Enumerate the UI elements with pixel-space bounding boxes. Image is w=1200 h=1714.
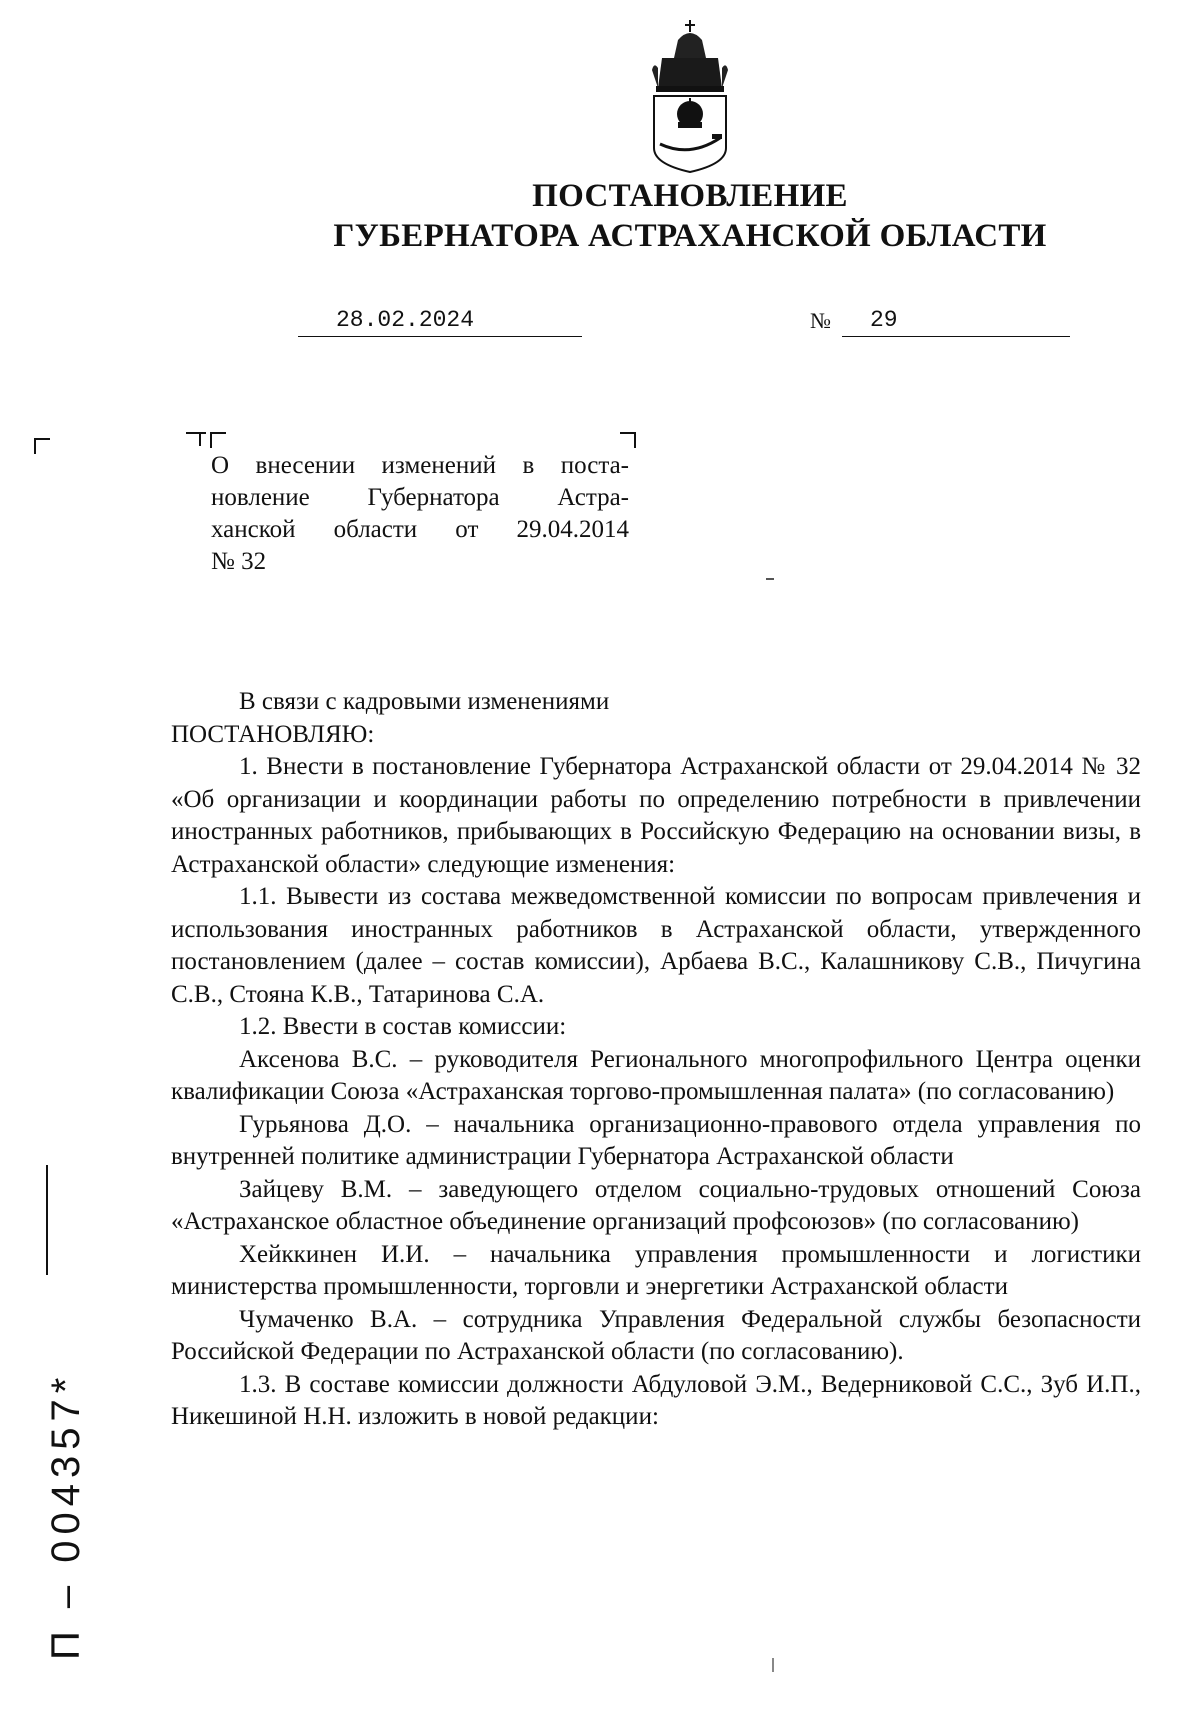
astrakhan-coat-of-arms-icon: [648, 18, 732, 174]
subject-line: новление Губернатора Астра-: [211, 484, 629, 511]
document-type-title: ПОСТАНОВЛЕНИЕ: [532, 178, 848, 214]
clause-1: 1. Внести в постановление Губернатора Астраханской области от 29.04.2014 № 32 «Об организации и координации работы по определению потребности в привлечении иностранных работников, прибывающих в Российскую Федерацию на основании визы, в Астраханской области» следующие изменения:: [171, 753, 1141, 878]
subject-corner-mark: [210, 432, 226, 448]
member-entry: Аксенова В.С. – руководителя Регионального многопрофильного Центра оценки квалификации Союза «Астраханская торгово-промышленная палата» (по согласованию): [171, 1045, 1141, 1105]
member-entry: Гурьянова Д.О. – начальника организационно-правового отдела управления по внутренней политике администрации Губернатора Астраханской области: [171, 1110, 1141, 1170]
margin-rule: [46, 1165, 48, 1275]
member-entry: Чумаченко В.А. – сотрудника Управления Федеральной службы безопасности Российской Федерации по Астраханской области (по согласованию).: [171, 1305, 1141, 1365]
subject-line: О внесении изменений в поста-: [211, 452, 629, 479]
number-sign: №: [810, 308, 831, 333]
subject-line: № 32: [211, 548, 267, 575]
preamble: В связи с кадровыми изменениями: [239, 688, 610, 715]
scan-mark: [766, 578, 774, 580]
clause-1-3: 1.3. В составе комиссии должности Абдуловой Э.М., Ведерниковой С.С., Зуб И.П., Никешиной Н.Н. изложить в новой редакции:: [171, 1370, 1141, 1430]
registration-code-text: П – 004357*: [44, 1371, 88, 1660]
scan-mark: [772, 1658, 774, 1672]
resolution-word: ПОСТАНОВЛЯЮ:: [171, 720, 375, 748]
subject-corner-mark: [620, 432, 636, 448]
issuer-title: ГУБЕРНАТОРА АСТРАХАНСКОЙ ОБЛАСТИ: [333, 218, 1047, 254]
registration-code: [30, 1360, 100, 1660]
clause-1-1: 1.1. Вывести из состава межведомственной комиссии по вопросам привлечения и использования иностранных работников в Астраханской области, утвержденного постановлением (далее – состав комиссии), Арбаева В.С., Калашникову С.В., Пичугина С.В., Стояна К.В., Татаринова С.А.: [171, 883, 1141, 1008]
document-number: 29: [842, 305, 1070, 337]
document-date: 28.02.2024: [298, 305, 582, 337]
member-entry: Хейккинен И.И. – начальника управления промышленности и логистики министерства промышленности, торговли и энергетики Астраханской области: [171, 1240, 1141, 1300]
document-subject: [211, 450, 629, 578]
subject-line: ханской области от 29.04.2014: [211, 516, 629, 543]
subject-corner-mark: [199, 432, 201, 446]
clause-1-2: 1.2. Ввести в состав комиссии:: [239, 1013, 567, 1040]
subject-corner-mark: [186, 432, 206, 448]
member-entry: Зайцеву В.М. – заведующего отделом социально-трудовых отношений Союза «Астраханское областное объединение организаций профсоюзов» (по согласованию): [171, 1175, 1141, 1235]
document-body: [171, 686, 1141, 1434]
margin-corner-mark: [34, 438, 50, 454]
